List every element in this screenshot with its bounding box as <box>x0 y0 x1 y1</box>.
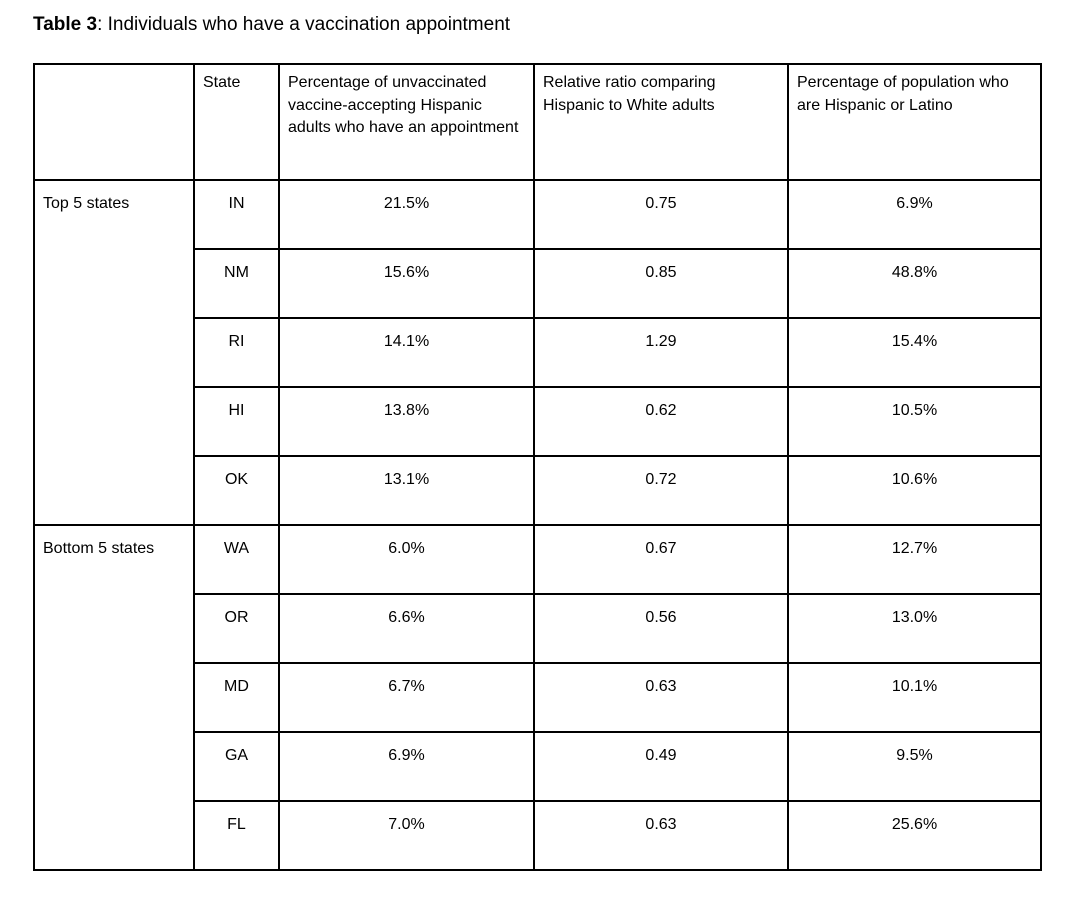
relative-ratio-cell: 0.72 <box>534 456 788 525</box>
hispanic-pct-cell: 10.5% <box>788 387 1041 456</box>
state-cell: WA <box>194 525 279 594</box>
hispanic-pct-cell: 10.1% <box>788 663 1041 732</box>
relative-ratio-cell: 0.75 <box>534 180 788 249</box>
header-hispanic-pct: Percentage of population who are Hispanic or Latino <box>788 64 1041 180</box>
appointment-pct-cell: 6.0% <box>279 525 534 594</box>
hispanic-pct-cell: 25.6% <box>788 801 1041 870</box>
appointment-pct-cell: 13.8% <box>279 387 534 456</box>
relative-ratio-cell: 0.49 <box>534 732 788 801</box>
header-row <box>34 64 1041 180</box>
appointment-pct-cell: 6.7% <box>279 663 534 732</box>
hispanic-pct-cell: 48.8% <box>788 249 1041 318</box>
table-row <box>34 525 1041 594</box>
table-caption: : Individuals who have a vaccination appointment <box>97 14 511 35</box>
hispanic-pct-cell: 12.7% <box>788 525 1041 594</box>
relative-ratio-cell: 0.56 <box>534 594 788 663</box>
state-cell: OR <box>194 594 279 663</box>
state-cell: MD <box>194 663 279 732</box>
appointment-pct-cell: 6.6% <box>279 594 534 663</box>
state-cell: IN <box>194 180 279 249</box>
state-cell: GA <box>194 732 279 801</box>
relative-ratio-cell: 0.85 <box>534 249 788 318</box>
relative-ratio-cell: 0.62 <box>534 387 788 456</box>
appointment-pct-cell: 21.5% <box>279 180 534 249</box>
appointment-pct-cell: 7.0% <box>279 801 534 870</box>
hispanic-pct-cell: 13.0% <box>788 594 1041 663</box>
header-empty-cell <box>34 64 194 180</box>
relative-ratio-cell: 0.63 <box>534 801 788 870</box>
relative-ratio-cell: 0.63 <box>534 663 788 732</box>
state-cell: RI <box>194 318 279 387</box>
header-appointment-pct: Percentage of unvaccinated vaccine-accepting Hispanic adults who have an appointment <box>279 64 534 180</box>
state-cell: NM <box>194 249 279 318</box>
relative-ratio-cell: 0.67 <box>534 525 788 594</box>
header-relative-ratio: Relative ratio comparing Hispanic to White adults <box>534 64 788 180</box>
appointment-pct-cell: 15.6% <box>279 249 534 318</box>
hispanic-pct-cell: 10.6% <box>788 456 1041 525</box>
table-row <box>34 180 1041 249</box>
state-cell: FL <box>194 801 279 870</box>
relative-ratio-cell: 1.29 <box>534 318 788 387</box>
vaccination-appointment-table <box>33 63 1042 871</box>
header-state: State <box>194 64 279 180</box>
hispanic-pct-cell: 9.5% <box>788 732 1041 801</box>
appointment-pct-cell: 14.1% <box>279 318 534 387</box>
group-label-top5: Top 5 states <box>34 180 194 525</box>
appointment-pct-cell: 13.1% <box>279 456 534 525</box>
appointment-pct-cell: 6.9% <box>279 732 534 801</box>
table-title <box>33 14 1042 37</box>
state-cell: HI <box>194 387 279 456</box>
group-label-bottom5: Bottom 5 states <box>34 525 194 870</box>
hispanic-pct-cell: 6.9% <box>788 180 1041 249</box>
state-cell: OK <box>194 456 279 525</box>
table-number: Table 3 <box>33 14 98 35</box>
hispanic-pct-cell: 15.4% <box>788 318 1041 387</box>
